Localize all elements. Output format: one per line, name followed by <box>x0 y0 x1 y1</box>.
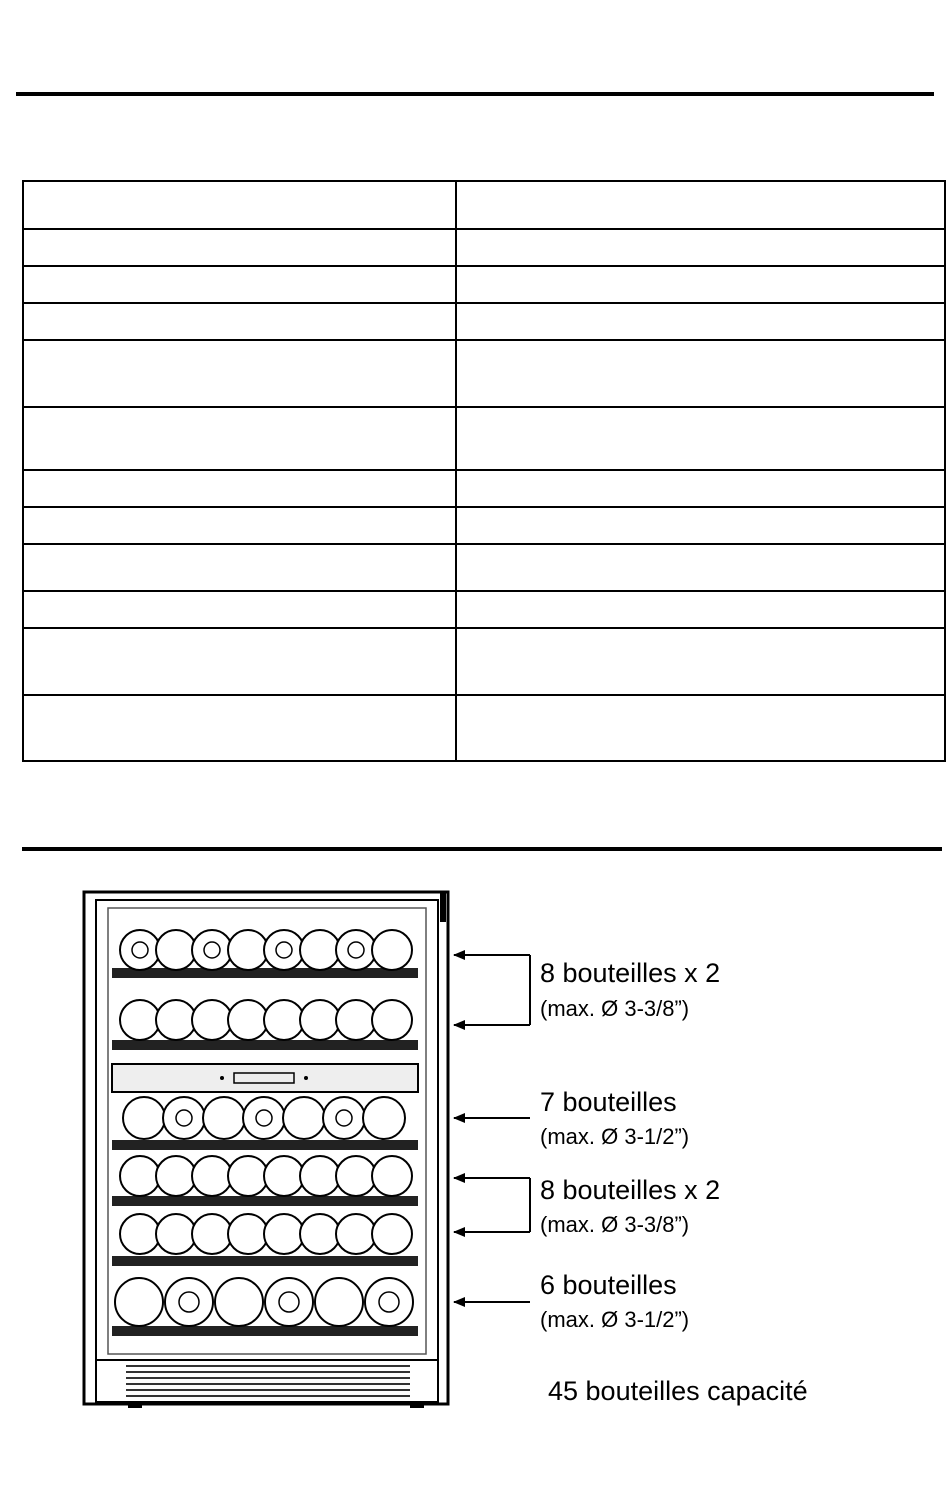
shelf-label-2-main: 7 bouteilles <box>540 1087 677 1117</box>
shelf-rail <box>112 1040 418 1050</box>
arrow-group-3 <box>454 1178 530 1232</box>
shelf-label-1-sub: (max. Ø 3-3/8”) <box>540 996 690 1021</box>
shelf-rail <box>112 1196 418 1206</box>
shelf-label-4-sub: (max. Ø 3-1/2”) <box>540 1307 690 1332</box>
shelf-label-4-main: 6 bouteilles <box>540 1270 677 1300</box>
door-hinge <box>440 892 446 922</box>
zone-divider-panel <box>112 1064 418 1092</box>
foot <box>410 1402 424 1408</box>
shelf-label-1-main: 8 bouteilles x 2 <box>540 958 721 988</box>
control-dot <box>304 1076 308 1080</box>
shelf-label-3-main: 8 bouteilles x 2 <box>540 1175 721 1205</box>
shelf-rail <box>112 968 418 978</box>
control-dot <box>220 1076 224 1080</box>
arrow-group-1 <box>454 955 530 1025</box>
shelf-rail <box>112 1140 418 1150</box>
shelf-label-2-sub: (max. Ø 3-1/2”) <box>540 1124 690 1149</box>
shelf-rail <box>112 1326 418 1336</box>
foot <box>128 1402 142 1408</box>
shelf-label-3-sub: (max. Ø 3-3/8”) <box>540 1212 690 1237</box>
total-capacity-label: 45 bouteilles capacité <box>548 1376 808 1406</box>
shelf-rail <box>112 1256 418 1266</box>
